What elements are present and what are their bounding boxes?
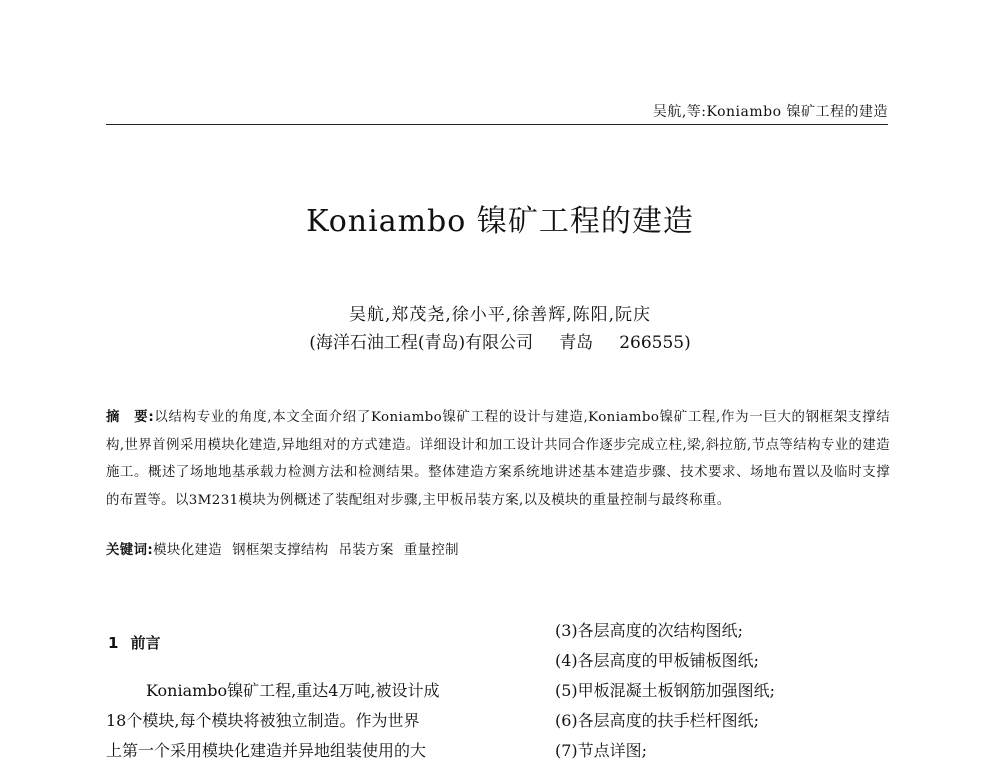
section-heading xyxy=(108,632,160,653)
body-left-column xyxy=(106,676,470,766)
body-right-column xyxy=(555,616,895,766)
body-line: Koniambo镍矿工程,重达4万吨,被设计成 xyxy=(146,681,440,700)
affiliation xyxy=(0,328,1000,353)
header-rule xyxy=(106,124,888,125)
body-line: 上第一个采用模块化建造并异地组装使用的大 xyxy=(106,741,427,760)
section-number: 1 xyxy=(108,634,119,652)
paper-title: Koniambo 镍矿工程的建造 xyxy=(306,204,694,239)
running-head: 吴航,等:Koniambo 镍矿工程的建造 xyxy=(652,104,888,120)
list-item: (5)甲板混凝土板钢筋加强图纸; xyxy=(555,681,776,700)
list-item: (4)各层高度的甲板铺板图纸; xyxy=(555,651,760,670)
abstract-label: 摘 要: xyxy=(106,410,155,425)
keyword: 吊装方案 xyxy=(338,543,394,558)
keyword: 模块化建造 xyxy=(153,543,223,558)
section-title: 前言 xyxy=(130,634,161,652)
author-list: 吴航,郑茂尧,徐小平,徐善辉,陈阳,阮庆 xyxy=(348,305,652,325)
keyword: 钢框架支撑结构 xyxy=(232,543,329,558)
list-item: (3)各层高度的次结构图纸; xyxy=(555,621,744,640)
keywords xyxy=(106,539,469,558)
list-item: (7)节点详图; xyxy=(555,741,648,760)
list-item: (6)各层高度的扶手栏杆图纸; xyxy=(555,711,760,730)
body-line: 18个模块,每个模块将被独立制造。作为世界 xyxy=(106,711,420,730)
abstract-text: 以结构专业的角度,本文全面介绍了Koniambo镍矿工程的设计与建造,Koniambo镍矿工程,作为一巨大的钢框架支撑结构,世界首例采用模块化建造,异地组对的方式建造。详细设计和加工设计共同合作逐步完成立柱,梁,斜拉筋,节点等结构专业的建造施工。概述了场地地基承载力检测方法和检测结果。整体建造方案系统地讲述基本建造步骤、技术要求、场地布置以及临时支撑的布置等。以3M231模块为例概述了装配组对步骤,主甲板吊装方案,以及模块的重量控制与最终称重。 xyxy=(106,410,890,508)
affiliation-city: 青岛 xyxy=(559,333,594,353)
keyword: 重量控制 xyxy=(403,543,459,558)
affiliation-org: (海洋石油工程(青岛)有限公司 xyxy=(309,333,534,353)
affiliation-postcode: 266555) xyxy=(619,333,691,353)
keywords-label: 关键词: xyxy=(106,543,154,558)
abstract xyxy=(106,404,890,514)
